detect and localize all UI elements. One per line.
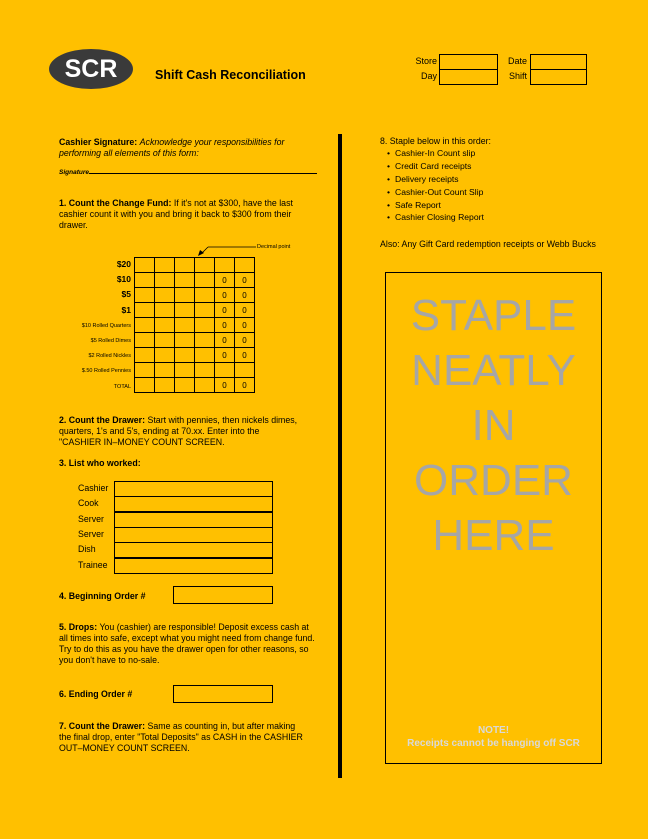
cents-cell[interactable] (215, 363, 235, 378)
step7-text: Same as counting in, but after making the final drop, enter "Total Deposits" as CASH in the CASHIER OUT–MONEY COUNT SCREEN. (59, 721, 303, 753)
signature-instructions (59, 137, 321, 159)
cents-cell[interactable]: 0 (215, 333, 235, 348)
step2-text: Start with pennies, then nickels dimes, quarters, 1's and 5's, ending at 70.xx. Enter into the "CASHIER IN–MONEY COUNT SCREEN. (59, 415, 298, 447)
dollar-cell[interactable] (175, 378, 195, 393)
worker-role-label: Server (78, 528, 104, 539)
dollar-cell[interactable] (135, 303, 155, 318)
cents-cell[interactable] (235, 363, 255, 378)
dollar-cell[interactable] (175, 333, 195, 348)
staple-item: • Safe Report (385, 200, 484, 213)
dollar-cell[interactable] (175, 258, 195, 273)
worker-name-field[interactable] (114, 512, 273, 528)
scr-logo: SCR (49, 49, 133, 89)
cents-cell[interactable]: 0 (235, 318, 255, 333)
step1-heading: 1. Count the Change Fund: (59, 198, 172, 208)
step1-text-block (59, 198, 295, 231)
dollar-cell[interactable] (155, 333, 175, 348)
ending-order-field[interactable] (173, 685, 273, 703)
worker-role-label: Server (78, 513, 104, 524)
signature-text: Acknowledge your responsibilities for performing all elements of this form: (59, 137, 285, 158)
dollar-cell[interactable] (155, 378, 175, 393)
change-fund-row (135, 303, 255, 318)
staple-here-text (385, 288, 602, 563)
step7-text-block (59, 721, 304, 754)
cents-cell[interactable]: 0 (235, 378, 255, 393)
step7-heading: 7. Count the Drawer: (59, 721, 146, 731)
denomination-label: TOTAL (113, 383, 131, 390)
dollar-cell[interactable] (155, 303, 175, 318)
date-field[interactable] (530, 54, 587, 70)
decimal-point-label: Decimal point (257, 244, 291, 250)
staple-item: • Credit Card receipts (385, 161, 484, 174)
staple-word: HERE (432, 511, 555, 560)
staple-item: • Cashier Closing Report (385, 212, 484, 225)
dollar-cell[interactable] (175, 318, 195, 333)
worker-name-field[interactable] (114, 558, 273, 574)
worker-name-field[interactable] (114, 496, 273, 512)
note-title: NOTE! (477, 725, 510, 736)
dollar-cell[interactable] (155, 348, 175, 363)
worker-role-label: Dish (78, 544, 96, 555)
dollar-cell[interactable] (195, 258, 215, 273)
cents-cell[interactable]: 0 (235, 303, 255, 318)
date-label: Date (507, 56, 527, 66)
cents-cell[interactable]: 0 (215, 288, 235, 303)
step1-text: If it's not at $300, have the last cashier count it with you and bring it back to $300 from their drawer. (59, 198, 293, 230)
worker-role-label: Cook (78, 498, 99, 509)
denomination-label: $10 Rolled Quarters (81, 322, 131, 329)
step8-heading: 8. Staple below in this order: (380, 136, 492, 146)
cents-cell[interactable]: 0 (215, 318, 235, 333)
denomination-label: $5 Rolled Dimes (90, 338, 131, 344)
dollar-cell[interactable] (175, 363, 195, 378)
step2-heading: 2. Count the Drawer: (59, 415, 146, 425)
step5-heading: 5. Drops: (59, 622, 98, 632)
worker-name-field[interactable] (114, 481, 273, 497)
dollar-cell[interactable] (135, 378, 155, 393)
dollar-cell[interactable] (195, 348, 215, 363)
cents-cell[interactable]: 0 (235, 348, 255, 363)
staple-note (385, 724, 602, 750)
dollar-cell[interactable] (135, 363, 155, 378)
step3-heading: 3. List who worked: (59, 458, 141, 468)
dollar-cell[interactable] (195, 333, 215, 348)
dollar-cell[interactable] (175, 288, 195, 303)
dollar-cell[interactable] (175, 348, 195, 363)
staple-item: • Cashier-Out Count Slip (385, 187, 484, 200)
staple-word: ORDER (414, 456, 573, 505)
staple-word: IN (471, 401, 516, 450)
cents-cell[interactable]: 0 (235, 288, 255, 303)
cents-cell[interactable]: 0 (215, 378, 235, 393)
page-title: Shift Cash Reconciliation (155, 68, 306, 82)
shift-label: Shift (508, 71, 527, 81)
staple-item: • Delivery receipts (385, 174, 484, 187)
step5-text-block (59, 622, 317, 666)
step2-text-block (59, 415, 299, 448)
change-fund-table[interactable] (134, 257, 255, 393)
change-fund-row (135, 318, 255, 333)
dollar-cell[interactable] (135, 288, 155, 303)
cents-cell[interactable]: 0 (235, 333, 255, 348)
dollar-cell[interactable] (155, 258, 175, 273)
dollar-cell[interactable] (195, 378, 215, 393)
decimal-pointer-arrow-icon (196, 243, 258, 257)
dollar-cell[interactable] (155, 273, 175, 288)
dollar-cell[interactable] (155, 363, 175, 378)
change-fund-row (135, 333, 255, 348)
day-label: Day (420, 71, 437, 81)
denomination-label: $10 (116, 274, 131, 285)
dollar-cell[interactable] (135, 333, 155, 348)
denomination-label: $1 (121, 304, 131, 315)
change-fund-row (135, 258, 255, 273)
cents-cell[interactable]: 0 (215, 348, 235, 363)
dollar-cell[interactable] (195, 273, 215, 288)
cents-cell[interactable]: 0 (215, 303, 235, 318)
note-text: Receipts cannot be hanging off SCR (407, 738, 580, 749)
dollar-cell[interactable] (195, 288, 215, 303)
staple-word: STAPLE (410, 291, 577, 340)
signature-heading: Cashier Signature: (59, 137, 138, 147)
dollar-cell[interactable] (155, 318, 175, 333)
worker-name-field[interactable] (114, 527, 273, 543)
step8-also: Also: Any Gift Card redemption receipts or Webb Bucks (380, 239, 596, 249)
shift-field[interactable] (530, 69, 587, 85)
column-divider (338, 134, 342, 778)
cents-cell[interactable]: 0 (235, 273, 255, 288)
worker-role-label: Cashier (78, 483, 109, 493)
worker-role-label: Trainee (78, 559, 108, 570)
dollar-cell[interactable] (175, 273, 195, 288)
cents-cell[interactable] (215, 258, 235, 273)
denomination-label: $20 (116, 259, 131, 269)
dollar-cell[interactable] (135, 348, 155, 363)
dollar-cell[interactable] (135, 258, 155, 273)
denomination-label: $.50 Rolled Pennies (81, 368, 131, 375)
staple-word: NEATLY (411, 346, 576, 395)
cents-cell[interactable] (235, 258, 255, 273)
change-fund-row (135, 363, 255, 378)
dollar-cell[interactable] (175, 303, 195, 318)
beginning-order-field[interactable] (173, 586, 273, 604)
dollar-cell[interactable] (195, 303, 215, 318)
dollar-cell[interactable] (195, 363, 215, 378)
change-fund-row (135, 273, 255, 288)
change-fund-row (135, 378, 255, 393)
staple-item: • Cashier-In Count slip (385, 148, 484, 161)
step6-heading: 6. Ending Order # (59, 689, 133, 699)
signature-line[interactable] (59, 169, 317, 176)
signature-label: Signature (59, 169, 89, 176)
dollar-cell[interactable] (135, 318, 155, 333)
store-label: Store (415, 56, 437, 66)
dollar-cell[interactable] (155, 288, 175, 303)
denomination-label: $5 (121, 289, 131, 300)
worker-name-field[interactable] (114, 542, 273, 558)
dollar-cell[interactable] (135, 273, 155, 288)
step4-heading: 4. Beginning Order # (59, 591, 146, 601)
dollar-cell[interactable] (195, 318, 215, 333)
staple-order-list (385, 148, 484, 225)
step5-text: You (cashier) are responsible! Deposit excess cash at all times into safe, except what you might need from change fund. Try to do this as you have the drawer open for other reasons, so you don't have to no-sale. (59, 622, 315, 665)
change-fund-row (135, 288, 255, 303)
change-fund-row (135, 348, 255, 363)
denomination-label: $2 Rolled Nickles (88, 353, 131, 360)
cents-cell[interactable]: 0 (215, 273, 235, 288)
